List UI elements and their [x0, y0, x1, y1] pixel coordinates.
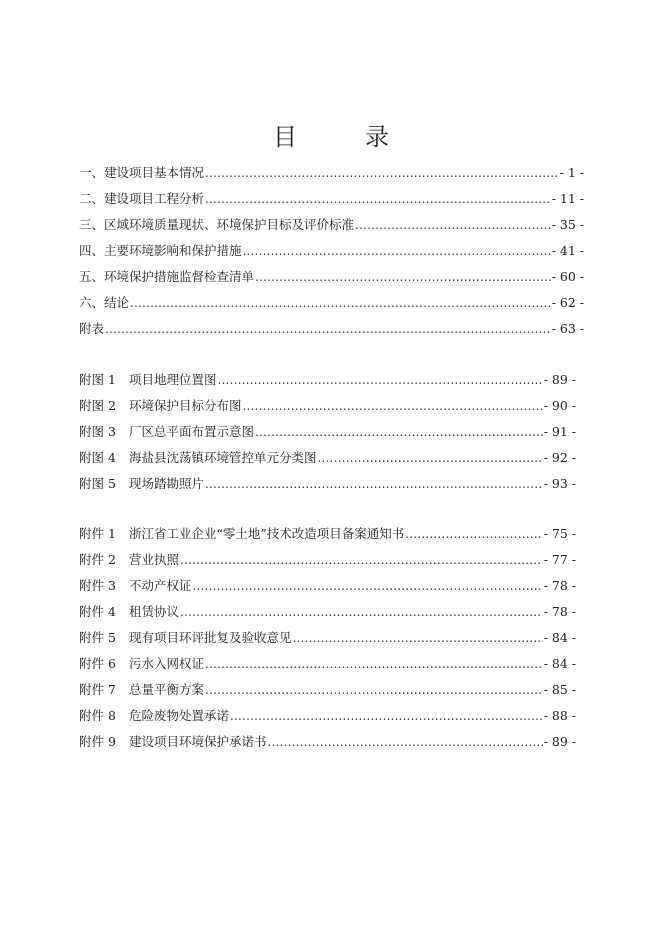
toc-item-number: 附件 8: [79, 708, 116, 723]
toc-item-number: 附件 6: [79, 656, 116, 671]
toc-item-number: 附图 4: [79, 450, 116, 465]
toc-entry-figure-2[interactable]: [79, 396, 576, 416]
toc-leader-dots: [293, 628, 543, 648]
toc-page-number: - 78 -: [543, 578, 576, 593]
toc-entry-attachment-7[interactable]: [79, 680, 576, 700]
toc-leader-dots: [243, 241, 551, 261]
toc-label: 环境保护目标分布图: [129, 398, 242, 413]
toc-entry-figure-4[interactable]: [79, 448, 576, 468]
toc-item-number: 附件 5: [79, 630, 116, 645]
toc-leader-dots: [205, 654, 543, 674]
toc-label: 建设项目环境保护承诺书: [129, 734, 267, 749]
toc-page-number: - 1 -: [559, 165, 584, 180]
toc-leader-dots: [193, 576, 543, 596]
toc-leader-dots: [205, 189, 551, 209]
toc-entry-section-6[interactable]: [79, 293, 584, 313]
toc-leader-dots: [105, 319, 551, 339]
toc-page-number: - 90 -: [543, 398, 576, 413]
toc-entry-section-5[interactable]: [79, 267, 584, 287]
toc-leader-dots: [218, 370, 543, 390]
toc-label: 浙江省工业企业“零土地”技术改造项目备案通知书: [129, 526, 405, 541]
toc-page-number: - 11 -: [551, 191, 584, 206]
toc-page-number: - 41 -: [551, 243, 584, 258]
toc-leader-dots: [130, 293, 551, 313]
toc-leader-dots: [355, 215, 551, 235]
toc-label: 项目地理位置图: [129, 372, 217, 387]
toc-page-number: - 77 -: [543, 552, 576, 567]
toc-leader-dots: [318, 448, 543, 468]
toc-entry-figure-5[interactable]: [79, 474, 576, 494]
toc-label: 五、环境保护措施监督检查清单: [79, 269, 255, 284]
toc-page-number: - 60 -: [551, 269, 584, 284]
toc-entry-appendix-table[interactable]: [79, 319, 584, 339]
toc-item-number: 附图 3: [79, 424, 116, 439]
toc-item-number: 附图 5: [79, 476, 116, 491]
toc-page-number: - 85 -: [543, 682, 576, 697]
toc-item-number: 附图 2: [79, 398, 116, 413]
toc-entry-section-1[interactable]: [79, 163, 584, 183]
toc-item-number: 附图 1: [79, 372, 116, 387]
toc-leader-dots: [255, 267, 551, 287]
toc-label: 厂区总平面布置示意图: [129, 424, 255, 439]
toc-page-number: - 92 -: [543, 450, 576, 465]
toc-page-number: - 88 -: [543, 708, 576, 723]
toc-leader-dots: [205, 474, 543, 494]
toc-page-number: - 84 -: [543, 630, 576, 645]
toc-label: 二、建设项目工程分析: [79, 191, 205, 206]
toc-label: 现有项目环评批复及验收意见: [129, 630, 292, 645]
page-title: 目 录: [273, 123, 411, 151]
toc-entry-attachment-1[interactable]: [79, 524, 576, 544]
toc-page-number: - 84 -: [543, 656, 576, 671]
toc-leader-dots: [255, 422, 543, 442]
toc-entry-attachment-4[interactable]: [79, 602, 576, 622]
toc-entry-figure-1[interactable]: [79, 370, 576, 390]
toc-page-number: - 75 -: [543, 526, 576, 541]
toc-leader-dots: [243, 396, 543, 416]
toc-page-number: - 91 -: [543, 424, 576, 439]
toc-label: 海盐县沈荡镇环境管控单元分类图: [129, 450, 317, 465]
toc-entry-section-3[interactable]: [79, 215, 584, 235]
toc-entry-attachment-3[interactable]: [79, 576, 576, 596]
toc-leader-dots: [268, 732, 543, 752]
toc-entry-attachment-5[interactable]: [79, 628, 576, 648]
toc-label: 三、区域环境质量现状、环境保护目标及评价标准: [79, 217, 355, 232]
toc-label: 现场踏勘照片: [129, 476, 205, 491]
toc-item-number: 附件 9: [79, 734, 116, 749]
toc-page-number: - 63 -: [551, 321, 584, 336]
toc-label: 危险废物处置承诺: [129, 708, 230, 723]
toc-leader-dots: [180, 602, 543, 622]
toc-page-number: - 62 -: [551, 295, 584, 310]
toc-page-number: - 89 -: [543, 372, 576, 387]
toc-entry-attachment-6[interactable]: [79, 654, 576, 674]
toc-leader-dots: [205, 163, 559, 183]
toc-label: 附表: [79, 321, 105, 336]
toc-entry-attachment-2[interactable]: [79, 550, 576, 570]
toc-entry-figure-3[interactable]: [79, 422, 576, 442]
toc-label: 营业执照: [129, 552, 180, 567]
toc-label: 不动产权证: [129, 578, 192, 593]
toc-leader-dots: [205, 680, 543, 700]
toc-item-number: 附件 4: [79, 604, 116, 619]
toc-page-number: - 89 -: [543, 734, 576, 749]
toc-entry-section-2[interactable]: [79, 189, 584, 209]
toc-label: 总量平衡方案: [129, 682, 205, 697]
toc-item-number: 附件 7: [79, 682, 116, 697]
toc-page-number: - 78 -: [543, 604, 576, 619]
toc-entry-attachment-9[interactable]: [79, 732, 576, 752]
toc-leader-dots: [180, 550, 543, 570]
toc-page-number: - 93 -: [543, 476, 576, 491]
toc-leader-dots: [230, 706, 543, 726]
toc-leader-dots: [405, 524, 542, 544]
toc-entry-attachment-8[interactable]: [79, 706, 576, 726]
toc-entry-section-4[interactable]: [79, 241, 584, 261]
toc-item-number: 附件 2: [79, 552, 116, 567]
toc-label: 四、主要环境影响和保护措施: [79, 243, 242, 258]
toc-label: 污水入网权证: [129, 656, 205, 671]
toc-label: 六、结论: [79, 295, 130, 310]
toc-label: 租赁协议: [129, 604, 180, 619]
toc-item-number: 附件 3: [79, 578, 116, 593]
toc-item-number: 附件 1: [79, 526, 116, 541]
toc-label: 一、建设项目基本情况: [79, 165, 205, 180]
toc-page-number: - 35 -: [551, 217, 584, 232]
